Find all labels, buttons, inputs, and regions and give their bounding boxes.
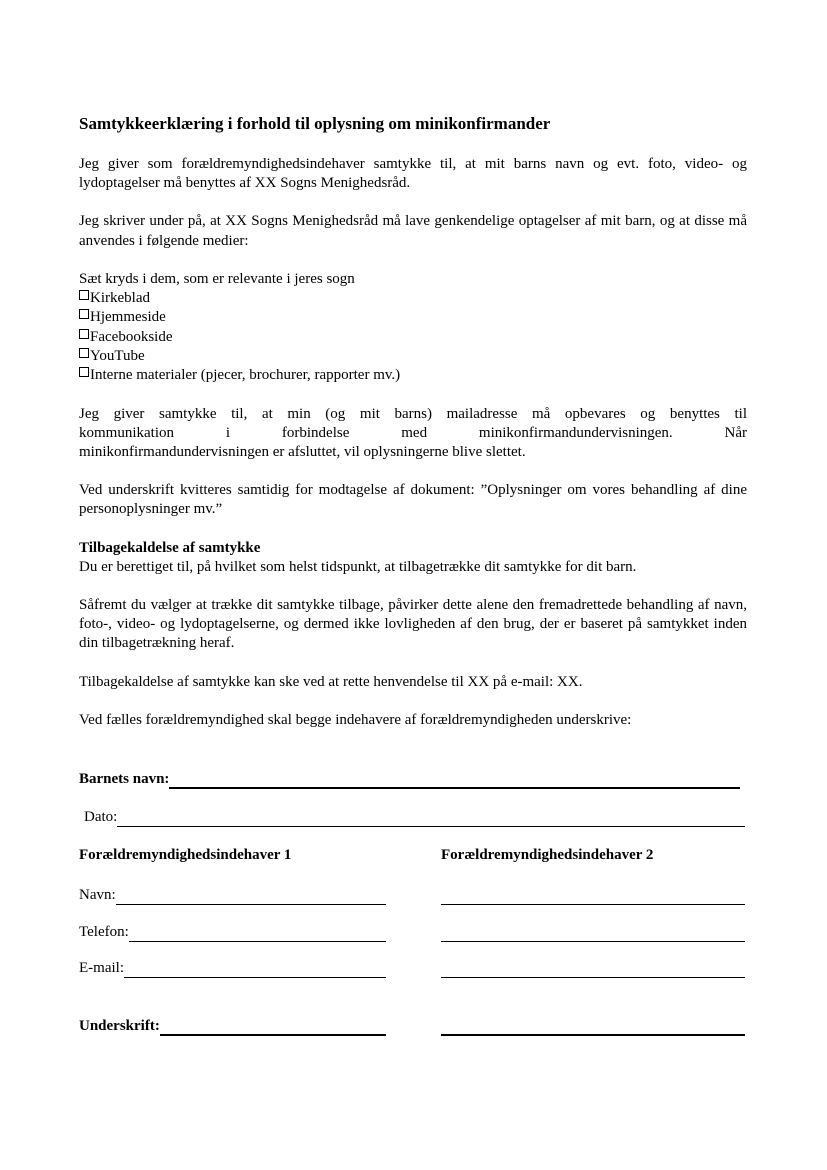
holder2-signature-line[interactable] xyxy=(441,1017,745,1036)
holder2-email-line[interactable] xyxy=(441,959,745,978)
mail-consent-line: kommunikation i forbindelse med minikonfirmandundervisningen. Når xyxy=(79,424,747,441)
holder1-name-cell xyxy=(79,886,386,905)
checkbox-label: Facebookside xyxy=(90,328,173,345)
holder2-phone-cell xyxy=(441,923,745,942)
mail-consent-line: minikonfirmandundervisningen er afsluttet, vil oplysningerne blive slettet. xyxy=(79,443,526,460)
phone-row xyxy=(79,923,747,942)
holder2-heading: Forældremyndighedsindehaver 2 xyxy=(441,847,654,864)
holder1-signature-line[interactable] xyxy=(160,1017,386,1036)
checkbox-item-kirkeblad xyxy=(79,289,747,308)
facebookside-checkbox[interactable] xyxy=(79,329,89,339)
date-line[interactable] xyxy=(117,808,745,827)
interne-materialer-checkbox[interactable] xyxy=(79,367,89,377)
holder1-name-line[interactable] xyxy=(116,886,386,905)
holder1-signature-cell xyxy=(79,1017,386,1036)
signature-row xyxy=(79,1017,747,1036)
custody-holder-headers xyxy=(79,846,747,865)
document-title: Samtykkeerklæring i forhold til oplysning om minikonfirmander xyxy=(79,114,551,133)
kirkeblad-checkbox[interactable] xyxy=(79,290,89,300)
holder2-name-cell xyxy=(441,886,745,905)
holder2-name-line[interactable] xyxy=(441,886,745,905)
youtube-checkbox[interactable] xyxy=(79,348,89,358)
checkbox-item-youtube xyxy=(79,347,747,366)
paragraph-mail-consent xyxy=(79,405,747,463)
revocation-section xyxy=(79,539,747,577)
checkbox-label: Interne materialer (pjecer, brochurer, rapporter mv.) xyxy=(90,367,401,384)
holder2-phone-line[interactable] xyxy=(441,923,745,942)
holder1-email-line[interactable] xyxy=(124,959,386,978)
checkbox-intro: Sæt kryds i dem, som er relevante i jeres sogn xyxy=(79,270,355,287)
holder1-heading: Forældremyndighedsindehaver 1 xyxy=(79,847,292,864)
revocation-heading: Tilbagekaldelse af samtykke xyxy=(79,539,261,556)
date-label: Dato: xyxy=(84,809,118,826)
joint-custody-paragraph: Ved fælles forældremyndighed skal begge indehavere af forældremyndigheden underskrive: xyxy=(79,711,632,728)
mail-consent-line: Jeg giver samtykke til, at min (og mit barns) mailadresse må opbevares og benyttes til xyxy=(79,405,747,422)
holder1-phone-cell xyxy=(79,923,386,942)
date-row xyxy=(79,808,745,827)
checkbox-label: Hjemmeside xyxy=(90,309,166,326)
paragraph-recognizable-recordings: Jeg skriver under på, at XX Sogns Menighedsråd må lave genkendelige optagelser af mit barn, og at disse må anvendes i følgende medier: xyxy=(79,213,747,249)
revocation-contact-paragraph: Tilbagekaldelse af samtykke kan ske ved at rette henvendelse til XX på e-mail: XX. xyxy=(79,673,583,690)
phone-label: Telefon: xyxy=(79,923,129,940)
checkbox-label: Kirkeblad xyxy=(90,290,150,307)
child-name-row xyxy=(79,770,740,789)
email-label: E-mail: xyxy=(79,959,124,976)
email-row xyxy=(79,959,747,978)
checkbox-label: YouTube xyxy=(90,347,145,364)
checkbox-item-interne-materialer xyxy=(79,366,747,385)
paragraph-receipt: Ved underskrift kvitteres samtidig for modtagelse af dokument: ”Oplysninger om vores behandling af dine personoplysninger mv.” xyxy=(79,482,747,518)
hjemmeside-checkbox[interactable] xyxy=(79,309,89,319)
checkbox-item-facebookside xyxy=(79,328,747,347)
media-checkbox-section xyxy=(79,270,747,386)
holder1-phone-line[interactable] xyxy=(129,923,386,942)
signature-label: Underskrift: xyxy=(79,1018,160,1035)
child-name-label: Barnets navn: xyxy=(79,770,170,787)
name-label: Navn: xyxy=(79,886,116,903)
holder2-signature-cell xyxy=(441,1017,745,1036)
holder1-email-cell xyxy=(79,959,386,978)
child-name-line[interactable] xyxy=(169,770,740,789)
name-row xyxy=(79,886,747,905)
revocation-effect-paragraph: Såfremt du vælger at trække dit samtykke tilbage, påvirker dette alene den fremadrettede behandling af navn, foto-, video- og lydoptagelserne, og dermed ikke lovligheden af den brug, der er baseret på samtykket inden din tilbagetrækning heraf. xyxy=(79,596,747,652)
checkbox-item-hjemmeside xyxy=(79,308,747,327)
paragraph-consent-media: Jeg giver som forældremyndighedsindehaver samtykke til, at mit barns navn og evt. foto, video- og lydoptagelser må benyttes af XX Sogns Menighedsråd. xyxy=(79,156,747,192)
holder2-email-cell xyxy=(441,959,745,978)
revocation-right-text: Du er berettiget til, på hvilket som helst tidspunkt, at tilbagetrække dit samtykke for dit barn. xyxy=(79,558,637,575)
